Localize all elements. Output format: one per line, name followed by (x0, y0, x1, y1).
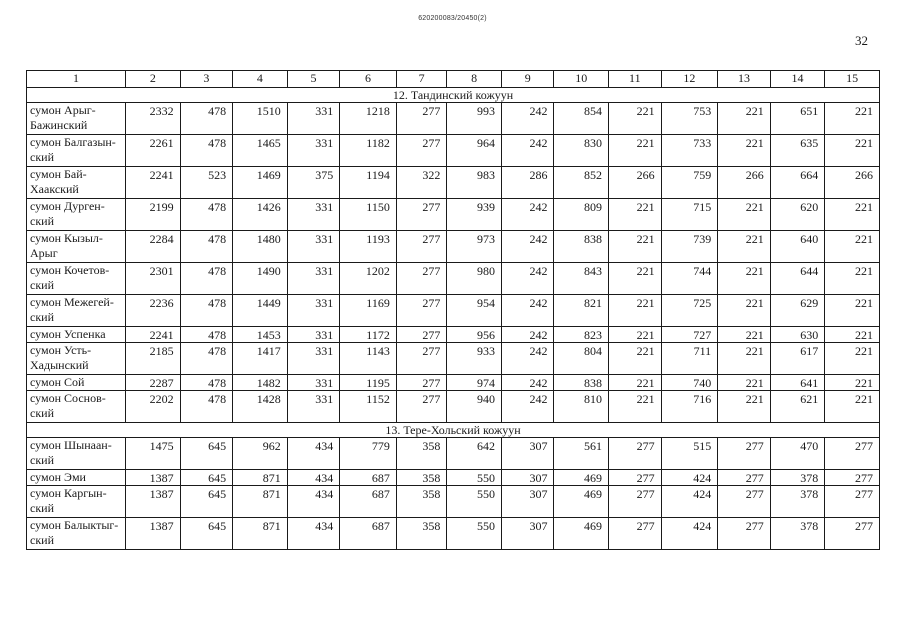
value-cell: 221 (718, 391, 771, 423)
table-row (27, 343, 880, 375)
column-header: 10 (554, 71, 609, 88)
settlement-name: сумон Соснов- ский (27, 391, 126, 423)
value-cell: 221 (825, 343, 880, 375)
value-cell: 821 (554, 295, 609, 327)
value-cell: 838 (554, 231, 609, 263)
value-cell: 242 (501, 327, 554, 343)
value-cell: 242 (501, 199, 554, 231)
value-cell: 759 (661, 167, 718, 199)
value-cell: 221 (609, 375, 662, 391)
table-row (27, 486, 880, 518)
header-row (27, 71, 880, 88)
value-cell: 378 (770, 486, 825, 518)
value-cell: 550 (447, 518, 502, 550)
value-cell: 550 (447, 470, 502, 486)
value-cell: 277 (396, 295, 447, 327)
value-cell: 2236 (126, 295, 181, 327)
value-cell: 962 (233, 438, 288, 470)
value-cell: 478 (180, 103, 233, 135)
value-cell: 424 (661, 518, 718, 550)
document-id: 620200083/20450(2) (418, 15, 487, 22)
value-cell: 221 (718, 375, 771, 391)
value-cell: 478 (180, 343, 233, 375)
value-cell: 242 (501, 135, 554, 167)
table-row (27, 391, 880, 423)
value-cell: 307 (501, 486, 554, 518)
value-cell: 933 (447, 343, 502, 375)
value-cell: 221 (718, 199, 771, 231)
column-header: 8 (447, 71, 502, 88)
value-cell: 2241 (126, 327, 181, 343)
settlement-name: сумон Кызыл- Арыг (27, 231, 126, 263)
value-cell: 478 (180, 263, 233, 295)
value-cell: 1426 (233, 199, 288, 231)
value-cell: 2287 (126, 375, 181, 391)
value-cell: 221 (609, 343, 662, 375)
value-cell: 358 (396, 518, 447, 550)
value-cell: 1417 (233, 343, 288, 375)
value-cell: 1218 (340, 103, 397, 135)
table-row (27, 375, 880, 391)
value-cell: 331 (287, 231, 340, 263)
value-cell: 2199 (126, 199, 181, 231)
value-cell: 331 (287, 263, 340, 295)
value-cell: 645 (180, 486, 233, 518)
value-cell: 331 (287, 327, 340, 343)
value-cell: 277 (718, 486, 771, 518)
value-cell: 277 (718, 518, 771, 550)
value-cell: 478 (180, 199, 233, 231)
value-cell: 645 (180, 470, 233, 486)
value-cell: 221 (718, 327, 771, 343)
settlement-name: сумон Балыктыг- ский (27, 518, 126, 550)
value-cell: 434 (287, 518, 340, 550)
value-cell: 2332 (126, 103, 181, 135)
value-cell: 716 (661, 391, 718, 423)
value-cell: 715 (661, 199, 718, 231)
value-cell: 434 (287, 470, 340, 486)
value-cell: 221 (825, 375, 880, 391)
value-cell: 434 (287, 438, 340, 470)
value-cell: 277 (609, 438, 662, 470)
table-row (27, 518, 880, 550)
value-cell: 810 (554, 391, 609, 423)
section-title: 13. Тере-Хольский кожуун (27, 423, 880, 438)
column-header: 4 (233, 71, 288, 88)
value-cell: 221 (609, 103, 662, 135)
value-cell: 242 (501, 391, 554, 423)
settlement-name: сумон Дурген- ский (27, 199, 126, 231)
value-cell: 277 (825, 470, 880, 486)
table-row (27, 327, 880, 343)
value-cell: 331 (287, 135, 340, 167)
value-cell: 871 (233, 470, 288, 486)
value-cell: 221 (825, 327, 880, 343)
column-header: 6 (340, 71, 397, 88)
value-cell: 641 (770, 375, 825, 391)
value-cell: 1193 (340, 231, 397, 263)
value-cell: 1490 (233, 263, 288, 295)
value-cell: 469 (554, 518, 609, 550)
value-cell: 804 (554, 343, 609, 375)
value-cell: 635 (770, 135, 825, 167)
value-cell: 871 (233, 518, 288, 550)
value-cell: 478 (180, 231, 233, 263)
column-header: 1 (27, 71, 126, 88)
value-cell: 854 (554, 103, 609, 135)
value-cell: 221 (609, 391, 662, 423)
column-header: 13 (718, 71, 771, 88)
value-cell: 1172 (340, 327, 397, 343)
value-cell: 2284 (126, 231, 181, 263)
value-cell: 1150 (340, 199, 397, 231)
settlement-name: сумон Арыг- Бажинский (27, 103, 126, 135)
value-cell: 550 (447, 486, 502, 518)
value-cell: 277 (718, 438, 771, 470)
value-cell: 221 (718, 263, 771, 295)
value-cell: 434 (287, 486, 340, 518)
value-cell: 478 (180, 295, 233, 327)
value-cell: 277 (825, 486, 880, 518)
value-cell: 711 (661, 343, 718, 375)
value-cell: 331 (287, 295, 340, 327)
section-title: 12. Тандинский кожуун (27, 88, 880, 103)
value-cell: 266 (825, 167, 880, 199)
column-header: 3 (180, 71, 233, 88)
table-row (27, 295, 880, 327)
table-row (27, 103, 880, 135)
table-row (27, 167, 880, 199)
value-cell: 1482 (233, 375, 288, 391)
value-cell: 277 (396, 263, 447, 295)
value-cell: 809 (554, 199, 609, 231)
value-cell: 277 (396, 231, 447, 263)
value-cell: 242 (501, 295, 554, 327)
value-cell: 307 (501, 438, 554, 470)
value-cell: 642 (447, 438, 502, 470)
value-cell: 1469 (233, 167, 288, 199)
value-cell: 277 (609, 470, 662, 486)
value-cell: 242 (501, 343, 554, 375)
settlement-name: сумон Межегей- ский (27, 295, 126, 327)
value-cell: 242 (501, 231, 554, 263)
value-cell: 964 (447, 135, 502, 167)
value-cell: 478 (180, 135, 233, 167)
settlement-name: сумон Бай- Хаакский (27, 167, 126, 199)
value-cell: 277 (396, 391, 447, 423)
value-cell: 980 (447, 263, 502, 295)
value-cell: 621 (770, 391, 825, 423)
value-cell: 1428 (233, 391, 288, 423)
value-cell: 331 (287, 391, 340, 423)
table-row (27, 199, 880, 231)
value-cell: 983 (447, 167, 502, 199)
value-cell: 221 (825, 103, 880, 135)
value-cell: 478 (180, 375, 233, 391)
value-cell: 733 (661, 135, 718, 167)
value-cell: 221 (718, 295, 771, 327)
value-cell: 331 (287, 103, 340, 135)
value-cell: 331 (287, 343, 340, 375)
value-cell: 277 (396, 103, 447, 135)
table-row (27, 263, 880, 295)
value-cell: 1453 (233, 327, 288, 343)
value-cell: 1152 (340, 391, 397, 423)
value-cell: 1143 (340, 343, 397, 375)
value-cell: 940 (447, 391, 502, 423)
value-cell: 307 (501, 470, 554, 486)
value-cell: 277 (396, 375, 447, 391)
value-cell: 469 (554, 486, 609, 518)
value-cell: 1169 (340, 295, 397, 327)
value-cell: 242 (501, 375, 554, 391)
value-cell: 1195 (340, 375, 397, 391)
value-cell: 242 (501, 263, 554, 295)
value-cell: 424 (661, 486, 718, 518)
value-cell: 630 (770, 327, 825, 343)
value-cell: 221 (825, 263, 880, 295)
value-cell: 1465 (233, 135, 288, 167)
value-cell: 277 (396, 199, 447, 231)
value-cell: 221 (825, 199, 880, 231)
value-cell: 843 (554, 263, 609, 295)
settlement-name: сумон Успенка (27, 327, 126, 343)
value-cell: 2301 (126, 263, 181, 295)
table-row (27, 438, 880, 470)
value-cell: 266 (609, 167, 662, 199)
value-cell: 823 (554, 327, 609, 343)
value-cell: 221 (609, 295, 662, 327)
settlement-name: сумон Каргын- ский (27, 486, 126, 518)
value-cell: 242 (501, 103, 554, 135)
value-cell: 871 (233, 486, 288, 518)
value-cell: 779 (340, 438, 397, 470)
column-header: 15 (825, 71, 880, 88)
value-cell: 286 (501, 167, 554, 199)
value-cell: 1387 (126, 518, 181, 550)
value-cell: 2261 (126, 135, 181, 167)
column-header: 14 (770, 71, 825, 88)
column-header: 12 (661, 71, 718, 88)
value-cell: 740 (661, 375, 718, 391)
value-cell: 993 (447, 103, 502, 135)
value-cell: 561 (554, 438, 609, 470)
value-cell: 645 (180, 518, 233, 550)
value-cell: 644 (770, 263, 825, 295)
value-cell: 687 (340, 518, 397, 550)
value-cell: 1475 (126, 438, 181, 470)
value-cell: 725 (661, 295, 718, 327)
value-cell: 424 (661, 470, 718, 486)
value-cell: 974 (447, 375, 502, 391)
value-cell: 687 (340, 486, 397, 518)
column-header: 5 (287, 71, 340, 88)
value-cell: 620 (770, 199, 825, 231)
value-cell: 277 (609, 518, 662, 550)
value-cell: 322 (396, 167, 447, 199)
table-row (27, 231, 880, 263)
value-cell: 221 (609, 199, 662, 231)
column-header: 2 (126, 71, 181, 88)
section-header-row (27, 88, 880, 103)
value-cell: 277 (825, 438, 880, 470)
data-table (26, 70, 880, 550)
value-cell: 1194 (340, 167, 397, 199)
value-cell: 939 (447, 199, 502, 231)
settlement-name: сумон Балгазын- ский (27, 135, 126, 167)
table-row (27, 470, 880, 486)
value-cell: 221 (718, 343, 771, 375)
value-cell: 2241 (126, 167, 181, 199)
settlement-name: сумон Усть- Хадынский (27, 343, 126, 375)
value-cell: 954 (447, 295, 502, 327)
value-cell: 478 (180, 391, 233, 423)
settlement-name: сумон Эми (27, 470, 126, 486)
value-cell: 375 (287, 167, 340, 199)
value-cell: 221 (609, 231, 662, 263)
value-cell: 331 (287, 375, 340, 391)
value-cell: 358 (396, 470, 447, 486)
value-cell: 687 (340, 470, 397, 486)
value-cell: 277 (396, 327, 447, 343)
value-cell: 470 (770, 438, 825, 470)
value-cell: 221 (718, 135, 771, 167)
value-cell: 727 (661, 327, 718, 343)
value-cell: 277 (609, 486, 662, 518)
value-cell: 2185 (126, 343, 181, 375)
settlement-name: сумон Кочетов- ский (27, 263, 126, 295)
value-cell: 378 (770, 518, 825, 550)
value-cell: 221 (825, 135, 880, 167)
value-cell: 469 (554, 470, 609, 486)
value-cell: 221 (609, 135, 662, 167)
value-cell: 973 (447, 231, 502, 263)
value-cell: 358 (396, 486, 447, 518)
value-cell: 515 (661, 438, 718, 470)
value-cell: 1182 (340, 135, 397, 167)
value-cell: 852 (554, 167, 609, 199)
value-cell: 753 (661, 103, 718, 135)
value-cell: 1202 (340, 263, 397, 295)
column-header: 9 (501, 71, 554, 88)
section-header-row (27, 423, 880, 438)
value-cell: 523 (180, 167, 233, 199)
settlement-name: сумон Сой (27, 375, 126, 391)
value-cell: 830 (554, 135, 609, 167)
table-body (27, 71, 880, 550)
value-cell: 307 (501, 518, 554, 550)
value-cell: 1480 (233, 231, 288, 263)
value-cell: 956 (447, 327, 502, 343)
table-row (27, 135, 880, 167)
value-cell: 1387 (126, 486, 181, 518)
value-cell: 640 (770, 231, 825, 263)
value-cell: 277 (718, 470, 771, 486)
value-cell: 266 (718, 167, 771, 199)
value-cell: 221 (825, 231, 880, 263)
value-cell: 221 (609, 327, 662, 343)
value-cell: 358 (396, 438, 447, 470)
settlement-name: сумон Шынаан- ский (27, 438, 126, 470)
value-cell: 1449 (233, 295, 288, 327)
value-cell: 1387 (126, 470, 181, 486)
value-cell: 744 (661, 263, 718, 295)
value-cell: 1510 (233, 103, 288, 135)
value-cell: 478 (180, 327, 233, 343)
value-cell: 277 (825, 518, 880, 550)
value-cell: 739 (661, 231, 718, 263)
value-cell: 617 (770, 343, 825, 375)
value-cell: 651 (770, 103, 825, 135)
value-cell: 221 (718, 231, 771, 263)
value-cell: 2202 (126, 391, 181, 423)
value-cell: 221 (825, 391, 880, 423)
value-cell: 221 (718, 103, 771, 135)
value-cell: 331 (287, 199, 340, 231)
value-cell: 221 (825, 295, 880, 327)
page-number: 32 (855, 33, 868, 48)
column-header: 11 (609, 71, 662, 88)
value-cell: 645 (180, 438, 233, 470)
value-cell: 277 (396, 135, 447, 167)
value-cell: 629 (770, 295, 825, 327)
value-cell: 378 (770, 470, 825, 486)
value-cell: 664 (770, 167, 825, 199)
value-cell: 221 (609, 263, 662, 295)
column-header: 7 (396, 71, 447, 88)
value-cell: 838 (554, 375, 609, 391)
value-cell: 277 (396, 343, 447, 375)
